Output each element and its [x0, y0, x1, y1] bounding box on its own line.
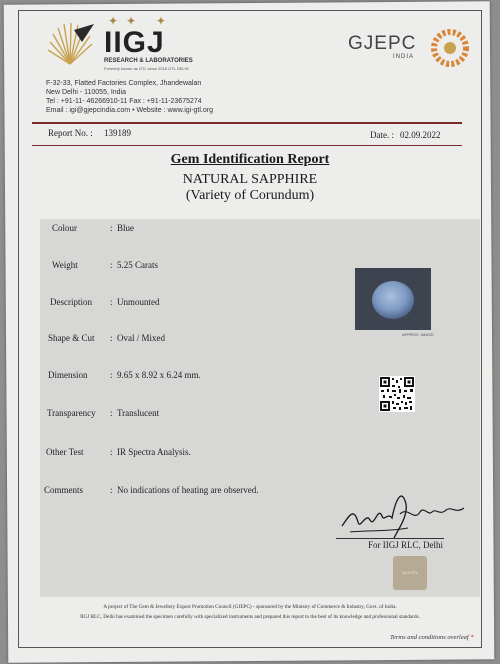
field-label: Other Test — [46, 447, 84, 457]
field-colon: : — [110, 408, 113, 418]
header-divider — [32, 122, 462, 124]
brand-subtitle: RESEARCH & LABORATORIES — [104, 58, 193, 64]
signature-scribble — [336, 486, 476, 542]
report-number-label: Report No. : — [48, 128, 93, 138]
terms-asterisk: * — [470, 634, 474, 641]
field-value: 9.65 x 8.92 x 6.24 mm. — [117, 370, 201, 380]
field-label: Comments — [44, 485, 84, 495]
field-colon: : — [110, 333, 113, 343]
field-value: Translucent — [117, 408, 160, 418]
field-colon: : — [110, 260, 113, 270]
field-colon: : — [110, 297, 113, 307]
gem-photo — [355, 268, 431, 330]
signature-line — [336, 538, 444, 539]
field-value: Blue — [117, 223, 134, 233]
gjepc-wheel-logo-icon — [430, 28, 470, 68]
footer-sponsor-note: A project of The Gem & Jewellery Export Promotion Council (GJEPC) - sponsored by the Ministry of Commerce & Industry, Govt. of India. — [103, 604, 397, 610]
seal-text: IIGJ-GTL — [401, 570, 419, 575]
field-label: Description — [50, 297, 92, 307]
address-line: New Delhi - 110055, India — [46, 89, 127, 96]
field-value: Oval / Mixed — [117, 333, 165, 343]
field-value: Unmounted — [117, 297, 160, 307]
field-value: No indications of heating are observed. — [117, 485, 259, 495]
terms-note[interactable] — [390, 634, 474, 641]
report-divider — [32, 145, 462, 146]
field-value: 5.25 Carats — [117, 260, 158, 270]
gem-name: NATURAL SAPPHIRE — [182, 172, 318, 187]
field-label: Weight — [52, 260, 78, 270]
report-date: 02.09.2022 — [400, 130, 441, 140]
field-colon: : — [110, 485, 113, 495]
address-line: F-32-33, Flatted Factories Complex, Jhandewalan — [46, 80, 202, 87]
stars-icon: ✦✦ ✦ — [108, 14, 174, 28]
brand-wordmark: IIGJ — [104, 26, 165, 59]
terms-text: Terms and conditions overleaf — [390, 634, 469, 641]
contact-line: Email : igi@gjepcindia.com • Website : www.igi-gtl.org — [46, 107, 213, 114]
footer-disclaimer: IIGJ RLC, Delhi has examined the specimen carefully with specialized instruments and prepared this report to the best of its knowledge and professional standards. — [80, 614, 420, 620]
field-value: IR Spectra Analysis. — [117, 447, 191, 457]
iigj-sunburst-logo-icon — [44, 20, 96, 72]
field-label: Colour — [52, 223, 78, 233]
qr-code-icon[interactable] — [379, 376, 415, 412]
partner-wordmark: GJEPC — [348, 33, 417, 54]
field-colon: : — [110, 447, 113, 457]
gem-photo-caption: APPROX. IMAGE — [402, 332, 434, 337]
report-number: 139189 — [104, 128, 131, 138]
field-label: Transparency — [47, 408, 96, 418]
field-label: Shape & Cut — [48, 333, 95, 343]
signatory: For IIGJ RLC, Delhi — [368, 540, 443, 550]
field-colon: : — [110, 223, 113, 233]
report-heading: Gem Identification Report — [170, 152, 330, 167]
partner-country: INDIA — [393, 54, 415, 60]
gem-variety: (Variety of Corundum) — [185, 188, 315, 203]
field-colon: : — [110, 370, 113, 380]
field-label: Dimension — [48, 370, 88, 380]
sapphire-image-icon — [355, 268, 431, 330]
contact-line: Tel : +91-11- 46266910-11 Fax : +91-11-23675274 — [46, 98, 202, 105]
brand-tagline: Formerly known as GTL since 2016 GTL DELHI — [104, 66, 189, 71]
report-date-label: Date. : — [370, 130, 394, 140]
